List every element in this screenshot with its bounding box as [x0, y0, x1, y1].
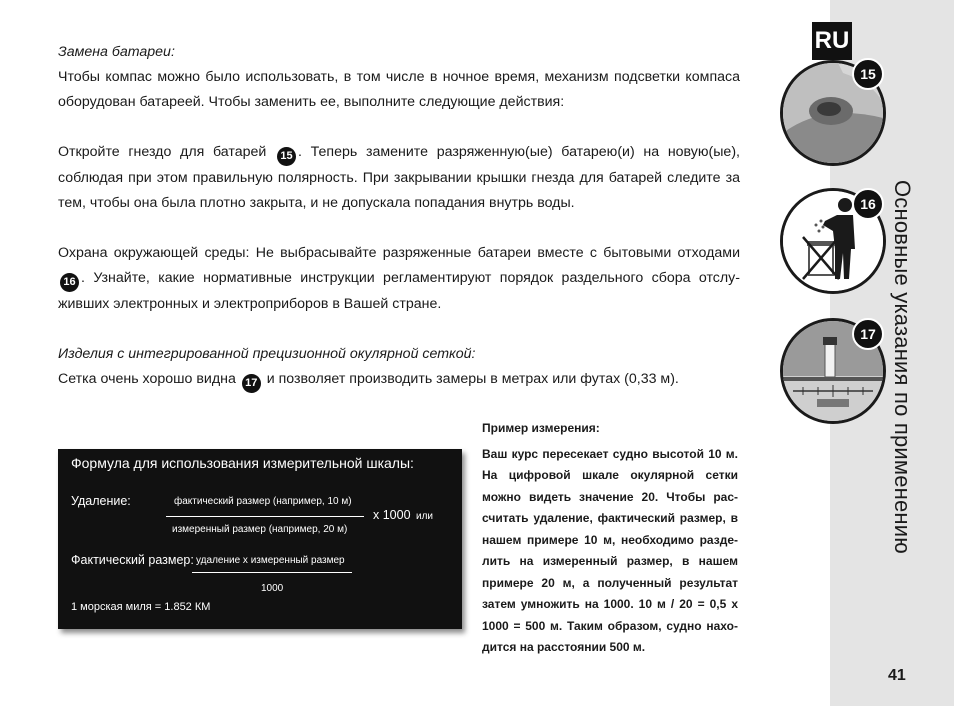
distance-fraction-line [166, 516, 364, 517]
example-title: Пример измерения: [482, 421, 600, 435]
distance-numerator: фактический размер (например, 10 м) [174, 496, 352, 507]
page-number: 41 [888, 667, 906, 684]
battery-step-pre: Откройте гнездо для батарей [58, 144, 267, 160]
battery-heading: Замена батареи: [58, 44, 175, 60]
sidebar-title: Основные указания по применению [890, 180, 915, 554]
reticle-text [58, 367, 740, 393]
language-badge: RU [812, 22, 852, 60]
battery-step [58, 140, 740, 216]
size-fraction-line [192, 572, 352, 573]
main-content [58, 40, 740, 393]
measurement-example [482, 418, 738, 659]
size-denominator: 1000 [261, 583, 284, 594]
reticle-heading: Изделия с интегрированной прецизионной окулярной сеткой: [58, 346, 476, 362]
battery-step-post: . Теперь замените разряженную(ые) батарею(и) на новую(ые), соблюдая при этом правильную полярность. При закрывании крышки гнезда для батарей следите за тем, чтобы она была плотно закрыта, и не допускала попадания внутрь воды. [58, 144, 740, 211]
reticle-pre: Сетка очень хорошо видна [58, 371, 236, 387]
nautical-mile: 1 морская миля = 1.852 КМ [71, 601, 211, 613]
formula-title: Формула для использования измерительной шкалы: [71, 455, 414, 471]
distance-label: Удаление: [71, 494, 131, 508]
size-label: Фактический размер: [71, 553, 194, 567]
reticle-post: и позволяет производить замеры в метрах или футах (0,33 м). [266, 371, 679, 387]
example-body: Ваш курс пересекает судно высотой 10 м. На цифровой шкале окулярной сетки можно видеть значение 20. Чтобы рас-считать удаление, фактический размер, в нашем примере 10 м, необходимо разде-лить на измеренный размер, в нашем примере 20 м, а полученный результат затем умножить на 1000. 10 м / 20 = 0,5 х 1000 = 500 м. Таким образом, судно нахо-дится на расстоянии 500 м. [482, 446, 738, 654]
multiplier: х 1000 [373, 508, 411, 522]
size-numerator: удаление х измеренный размер [196, 555, 345, 566]
environment-post: . Узнайте, какие нормативные инструкции регламентируют порядок раздельного сбора отслу-живших электронных и электроприборов в Вашей стране. [58, 270, 740, 312]
step-15-badge: 15 [852, 58, 884, 90]
or-label: или [416, 511, 434, 522]
battery-intro: Чтобы компас можно было использовать, в том числе в ночное время, механизм подсветки компаса оборудован батареей. Чтобы заменить ее, выполните следующие действия: [58, 69, 740, 110]
environment-pre: Охрана окружающей среды: Не выбрасывайте разряженные батареи вместе с бытовыми отходами [58, 245, 740, 261]
inline-badge-15: 15 [277, 147, 296, 166]
step-16-badge: 16 [852, 188, 884, 220]
step-17-badge: 17 [852, 318, 884, 350]
distance-denominator: измеренный размер (например, 20 м) [172, 524, 348, 535]
inline-badge-17: 17 [242, 374, 261, 393]
environment-text [58, 241, 740, 317]
inline-badge-16: 16 [60, 273, 79, 292]
formula-box [58, 449, 462, 629]
